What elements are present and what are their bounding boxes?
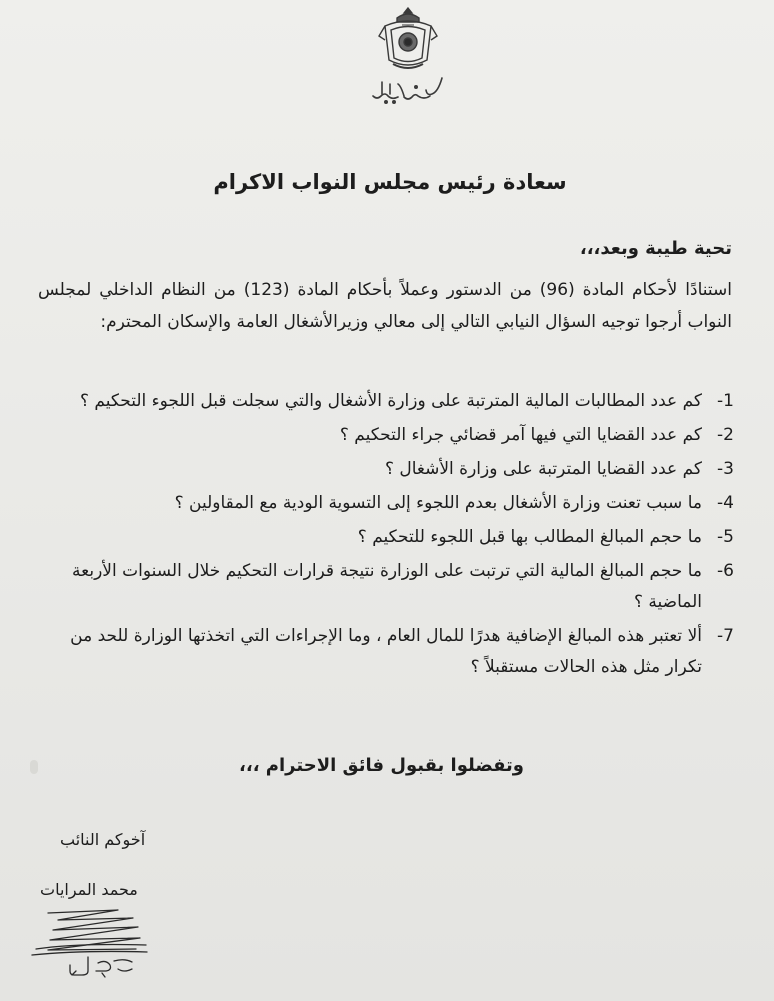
- question-number: 1-: [717, 391, 734, 411]
- question-number: 2-: [717, 425, 734, 445]
- signer-name: محمد المرايات: [40, 880, 138, 899]
- question-number: 5-: [717, 527, 734, 547]
- letter-greeting: تحية طيبة وبعد،،،: [579, 238, 732, 259]
- question-text: ما حجم المبالغ المالية التي ترتبت على الوزارة نتيجة قرارات التحكيم خلال السنوات الأربعة الماضية ؟: [72, 561, 702, 612]
- question-text: كم عدد المطالبات المالية المترتبة على وزارة الأشغال والتي سجلت قبل اللجوء التحكيم ؟: [79, 391, 702, 411]
- question-item: [34, 522, 734, 553]
- question-text: ألا تعتبر هذه المبالغ الإضافية هدرًا للمال العام ، وما الإجراءات التي اتخذتها الوزارة للحد من تكرار مثل هذه الحالات مستقبلاً ؟: [70, 626, 702, 677]
- letter-intro-paragraph: استنادًا لأحكام المادة (96) من الدستور وعملاً بأحكام المادة (123) من النظام الداخلي لمجلس النواب أرجوا توجيه السؤال النيابي التالي إلى معالي وزيرالأشغال العامة والإسكان المحترم:: [38, 280, 732, 332]
- question-item: [34, 454, 734, 485]
- question-text: كم عدد القضايا المترتبة على وزارة الأشغال ؟: [384, 459, 702, 479]
- question-number: 7-: [717, 626, 734, 646]
- question-number: 3-: [717, 459, 734, 479]
- letter-closing: وتفضلوا بقبول فائق الاحترام ،،،: [239, 755, 524, 776]
- question-item: [34, 621, 734, 683]
- questions-list: [34, 386, 734, 686]
- question-item: [34, 556, 734, 618]
- letter-title: سعادة رئيس مجلس النواب الاكرام: [213, 170, 567, 194]
- page-smudge: [30, 760, 38, 774]
- question-item: [34, 488, 734, 519]
- question-text: ما سبب تعنت وزارة الأشغال بعدم اللجوء إلى التسوية الودية مع المقاولين ؟: [174, 493, 702, 513]
- question-number: 6-: [717, 561, 734, 581]
- question-item: [34, 420, 734, 451]
- question-text: ما حجم المبالغ المطالب بها قبل اللجوء للتحكيم ؟: [357, 527, 702, 547]
- question-text: كم عدد القضايا التي فيها آمر قضائي جراء التحكيم ؟: [339, 425, 702, 445]
- question-number: 4-: [717, 493, 734, 513]
- question-item: [34, 386, 734, 417]
- coat-of-arms-icon: [373, 4, 443, 74]
- handwritten-signature: [28, 905, 153, 980]
- institution-script-mark: [368, 72, 448, 106]
- signer-role: آخوكم النائب: [60, 830, 146, 849]
